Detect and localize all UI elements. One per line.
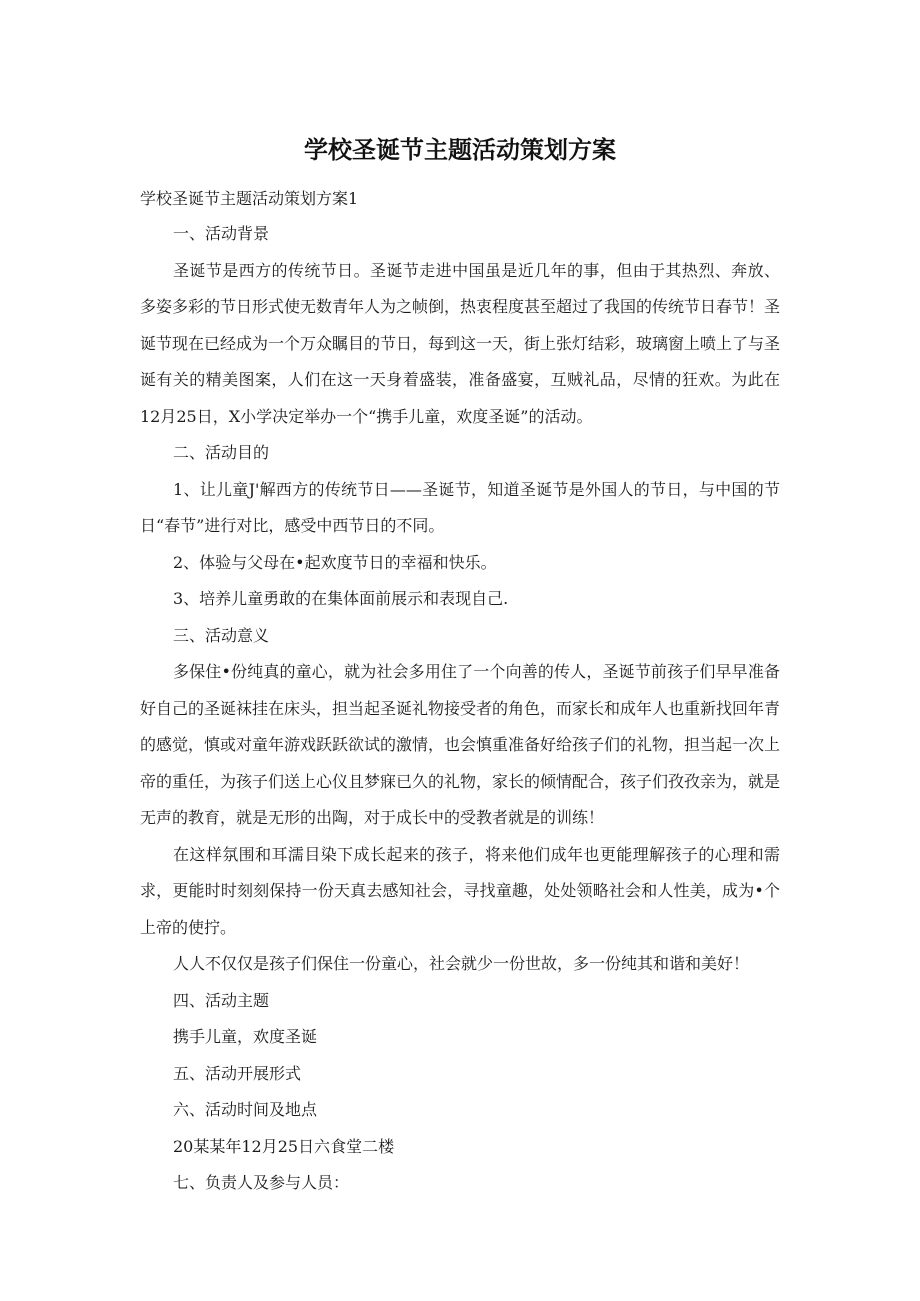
significance-paragraph-3: 人人不仅仅是孩子们保住一份童心，社会就少一份世故，多一份纯其和谐和美好！ <box>173 954 750 973</box>
theme-text: 携手儿童，欢度圣诞 <box>173 1027 318 1046</box>
significance-paragraph-1: 多保住•份纯真的童心，就为社会多用住了一个向善的传人，圣诞节前孩子们早早准备好自己的圣诞袜挂在床头，担当起圣诞礼物接受者的角色，而家长和成年人也重新找回年青的感觉，慎或对童年游戏跃跃欲试的激情，也会慎重准备好给孩子们的礼物，担当起一次上帝的重任，为孩子们送上心仪且梦寐已久的礼物，家长的倾情配合，孩子们孜孜亲为，就是无声的教育，就是无形的出陶，对于成长中的受教者就是的训练！ <box>140 662 781 827</box>
background-paragraph: 圣诞节是西方的传统节日。圣诞节走进中国虽是近几年的事，但由于其热烈、奔放、多姿多彩的节日形式使无数青年人为之帧倒，热衷程度甚至超过了我国的传统节日春节！圣诞节现在已经成为一个万众瞩目的节日，每到这一天，街上张灯结彩，玻璃窗上喷上了与圣诞有关的精美图案，人们在这一天身着盛装，准备盛宴，互贼礼品，尽情的狂欢。为此在12月25日，X小学决定举办一个“携手儿童，欢度圣诞”的活动。 <box>140 260 781 426</box>
document-body <box>140 216 780 1202</box>
purpose-item-1: 1、让儿童J'解西方的传统节日——圣诞节，知道圣诞节是外国人的节日，与中国的节日“春节”进行对比，感受中西节日的不同。 <box>140 479 780 535</box>
document-subtitle: 学校圣诞节主题活动策划方案1 <box>140 189 359 208</box>
document-title: 学校圣诞节主题活动策划方案 <box>304 136 616 164</box>
section-heading-time-place: 六、活动时间及地点 <box>173 1100 318 1119</box>
significance-paragraph-2: 在这样氛围和耳濡目染下成长起来的孩子，将来他们成年也更能理解孩子的心理和需求，更能时时刻刻保持一份天真去感知社会，寻找童趣，处处领略社会和人性美，成为•个上帝的使拧。 <box>140 844 780 937</box>
section-heading-theme: 四、活动主题 <box>173 990 270 1010</box>
section-heading-purpose: 二、活动目的 <box>173 443 270 462</box>
section-heading-format: 五、活动开展形式 <box>173 1063 302 1083</box>
section-heading-significance: 三、活动意义 <box>173 625 270 645</box>
section-heading-background: 一、活动背景 <box>173 224 270 243</box>
purpose-item-2: 2、体验与父母在•起欢度节日的幸福和快乐。 <box>173 552 497 572</box>
purpose-item-3: 3、培养儿童勇敢的在集体面前展示和表现自己. <box>173 589 509 608</box>
time-place-text: 20某某年12月25日六食堂二楼 <box>173 1136 395 1156</box>
section-heading-personnel: 七、负责人及参与人员： <box>173 1173 350 1192</box>
